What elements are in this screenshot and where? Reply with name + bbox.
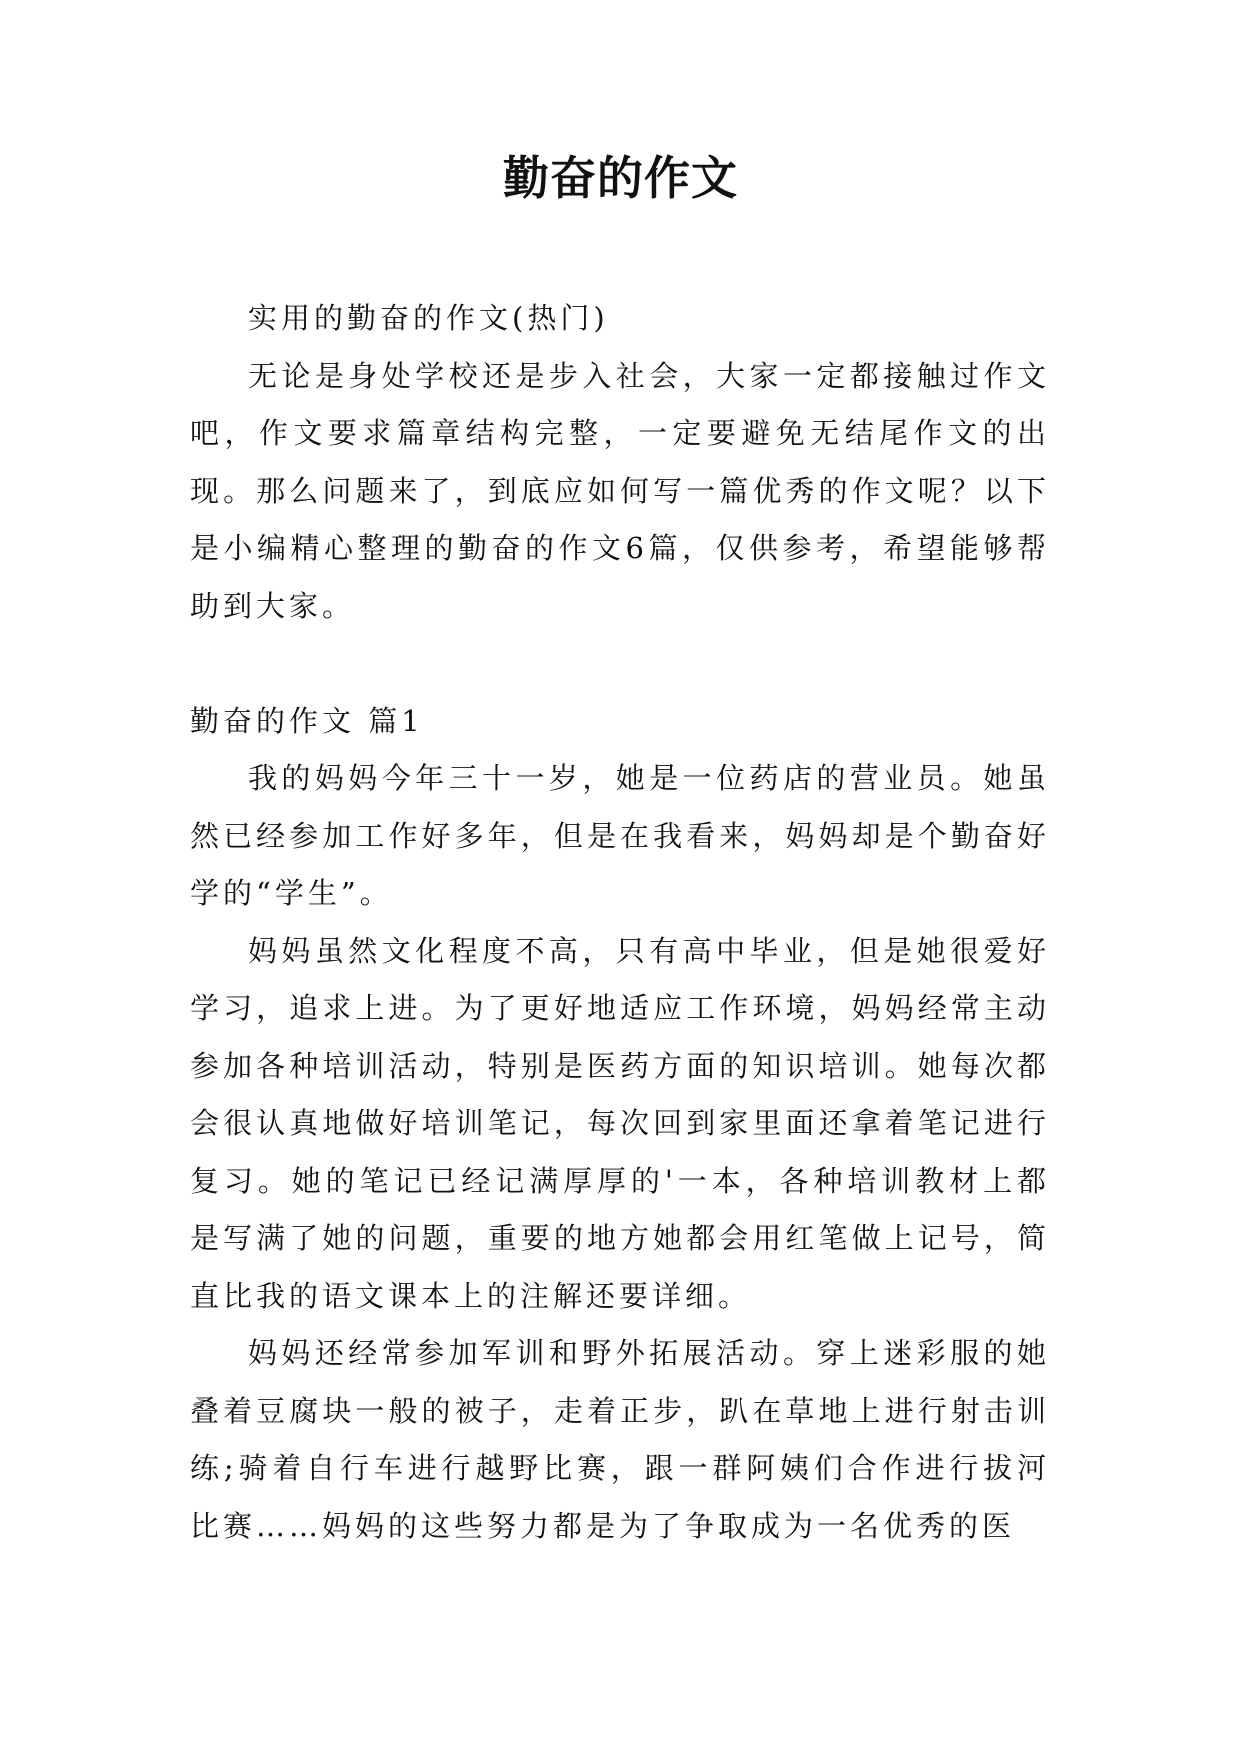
document-title: 勤奋的作文 [503,151,738,205]
document-body [190,290,1050,1555]
section-paragraph-3: 妈妈还经常参加军训和野外拓展活动。穿上迷彩服的她叠着豆腐块一般的被子，走着正步，趴在草地上进行射击训练;骑着自行车进行越野比赛，跟一群阿姨们合作进行拔河比赛……妈妈的这些努力都是为了争取成为一名优秀的医 [190,1336,1050,1543]
intro-paragraph: 无论是身处学校还是步入社会，大家一定都接触过作文吧，作文要求篇章结构完整，一定要避免无结尾作文的出现。那么问题来了，到底应如何写一篇优秀的作文呢？以下是小编精心整理的勤奋的作文6篇，仅供参考，希望能够帮助到大家。 [190,358,1050,623]
section-paragraph-1: 我的妈妈今年三十一岁，她是一位药店的营业员。她虽然已经参加工作好多年，但是在我看来，妈妈却是个勤奋好学的“学生”。 [190,761,1050,910]
section-heading: 勤奋的作文 篇1 [190,703,424,738]
section-paragraph-2: 妈妈虽然文化程度不高，只有高中毕业，但是她很爱好学习，追求上进。为了更好地适应工作环境，妈妈经常主动参加各种培训活动，特别是医药方面的知识培训。她每次都会很认真地做好培训笔记，每次回到家里面还拿着笔记进行复习。她的笔记已经记满厚厚的'一本，各种培训教材上都是写满了她的问题，重要的地方她都会用红笔做上记号，简直比我的语文课本上的注解还要详细。 [190,933,1050,1313]
intro-subtitle: 实用的勤奋的作文(热门) [248,301,609,335]
